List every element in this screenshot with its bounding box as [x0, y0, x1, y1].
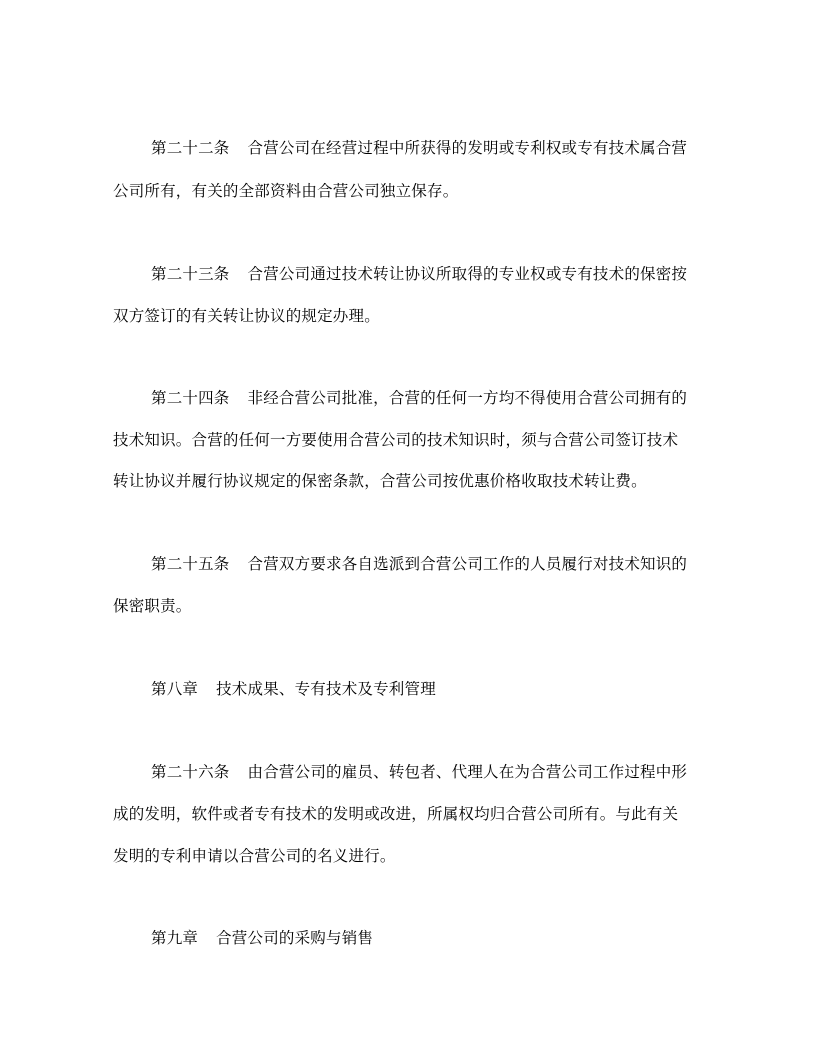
article-22-line-2: 公司所有，有关的全部资料由合营公司独立保存。 — [113, 182, 459, 200]
article-23-text-1: 合营公司通过技术转让协议所取得的专业权或专有技术的保密按 — [247, 265, 688, 283]
chapter-9-label: 第九章 — [151, 929, 199, 947]
chapter-8-title: 技术成果、专有技术及专利管理 — [216, 680, 436, 698]
chapter-9-heading — [151, 927, 741, 949]
article-26-line-2: 成的发明，软件或者专有技术的发明或改进，所属权均归合营公司所有。与此有关 — [113, 805, 679, 823]
article-26-label: 第二十六条 — [151, 763, 230, 781]
article-26-text-1: 由合营公司的雇员、转包者、代理人在为合营公司工作过程中形 — [247, 763, 688, 781]
article-24-line-1 — [151, 387, 741, 409]
article-22-label: 第二十二条 — [151, 139, 230, 157]
article-26-line-1 — [151, 761, 741, 783]
article-24-text-1: 非经合营公司批准，合营的任何一方均不得使用合营公司拥有的 — [247, 389, 688, 407]
article-25-line-2: 保密职责。 — [113, 597, 192, 615]
article-25-text-1: 合营双方要求各自选派到合营公司工作的人员履行对技术知识的 — [247, 555, 688, 573]
article-23-line-2: 双方签订的有关转让协议的规定办理。 — [113, 307, 380, 325]
chapter-9-title: 合营公司的采购与销售 — [216, 929, 374, 947]
article-22-text-1: 合营公司在经营过程中所获得的发明或专利权或专有技术属合营 — [247, 139, 688, 157]
article-25-line-1 — [151, 553, 741, 575]
article-23-label: 第二十三条 — [151, 265, 230, 283]
article-24-line-2: 技术知识。合营的任何一方要使用合营公司的技术知识时，须与合营公司签订技术 — [113, 431, 679, 449]
chapter-8-label: 第八章 — [151, 680, 199, 698]
article-26-line-3: 发明的专利申请以合营公司的名义进行。 — [113, 847, 396, 865]
article-23-line-1 — [151, 263, 741, 285]
article-22-line-1 — [151, 137, 741, 159]
chapter-8-heading — [151, 678, 741, 700]
article-25-label: 第二十五条 — [151, 555, 230, 573]
article-24-line-3: 转让协议并履行协议规定的保密条款，合营公司按优惠价格收取技术转让费。 — [113, 472, 647, 490]
article-24-label: 第二十四条 — [151, 389, 230, 407]
